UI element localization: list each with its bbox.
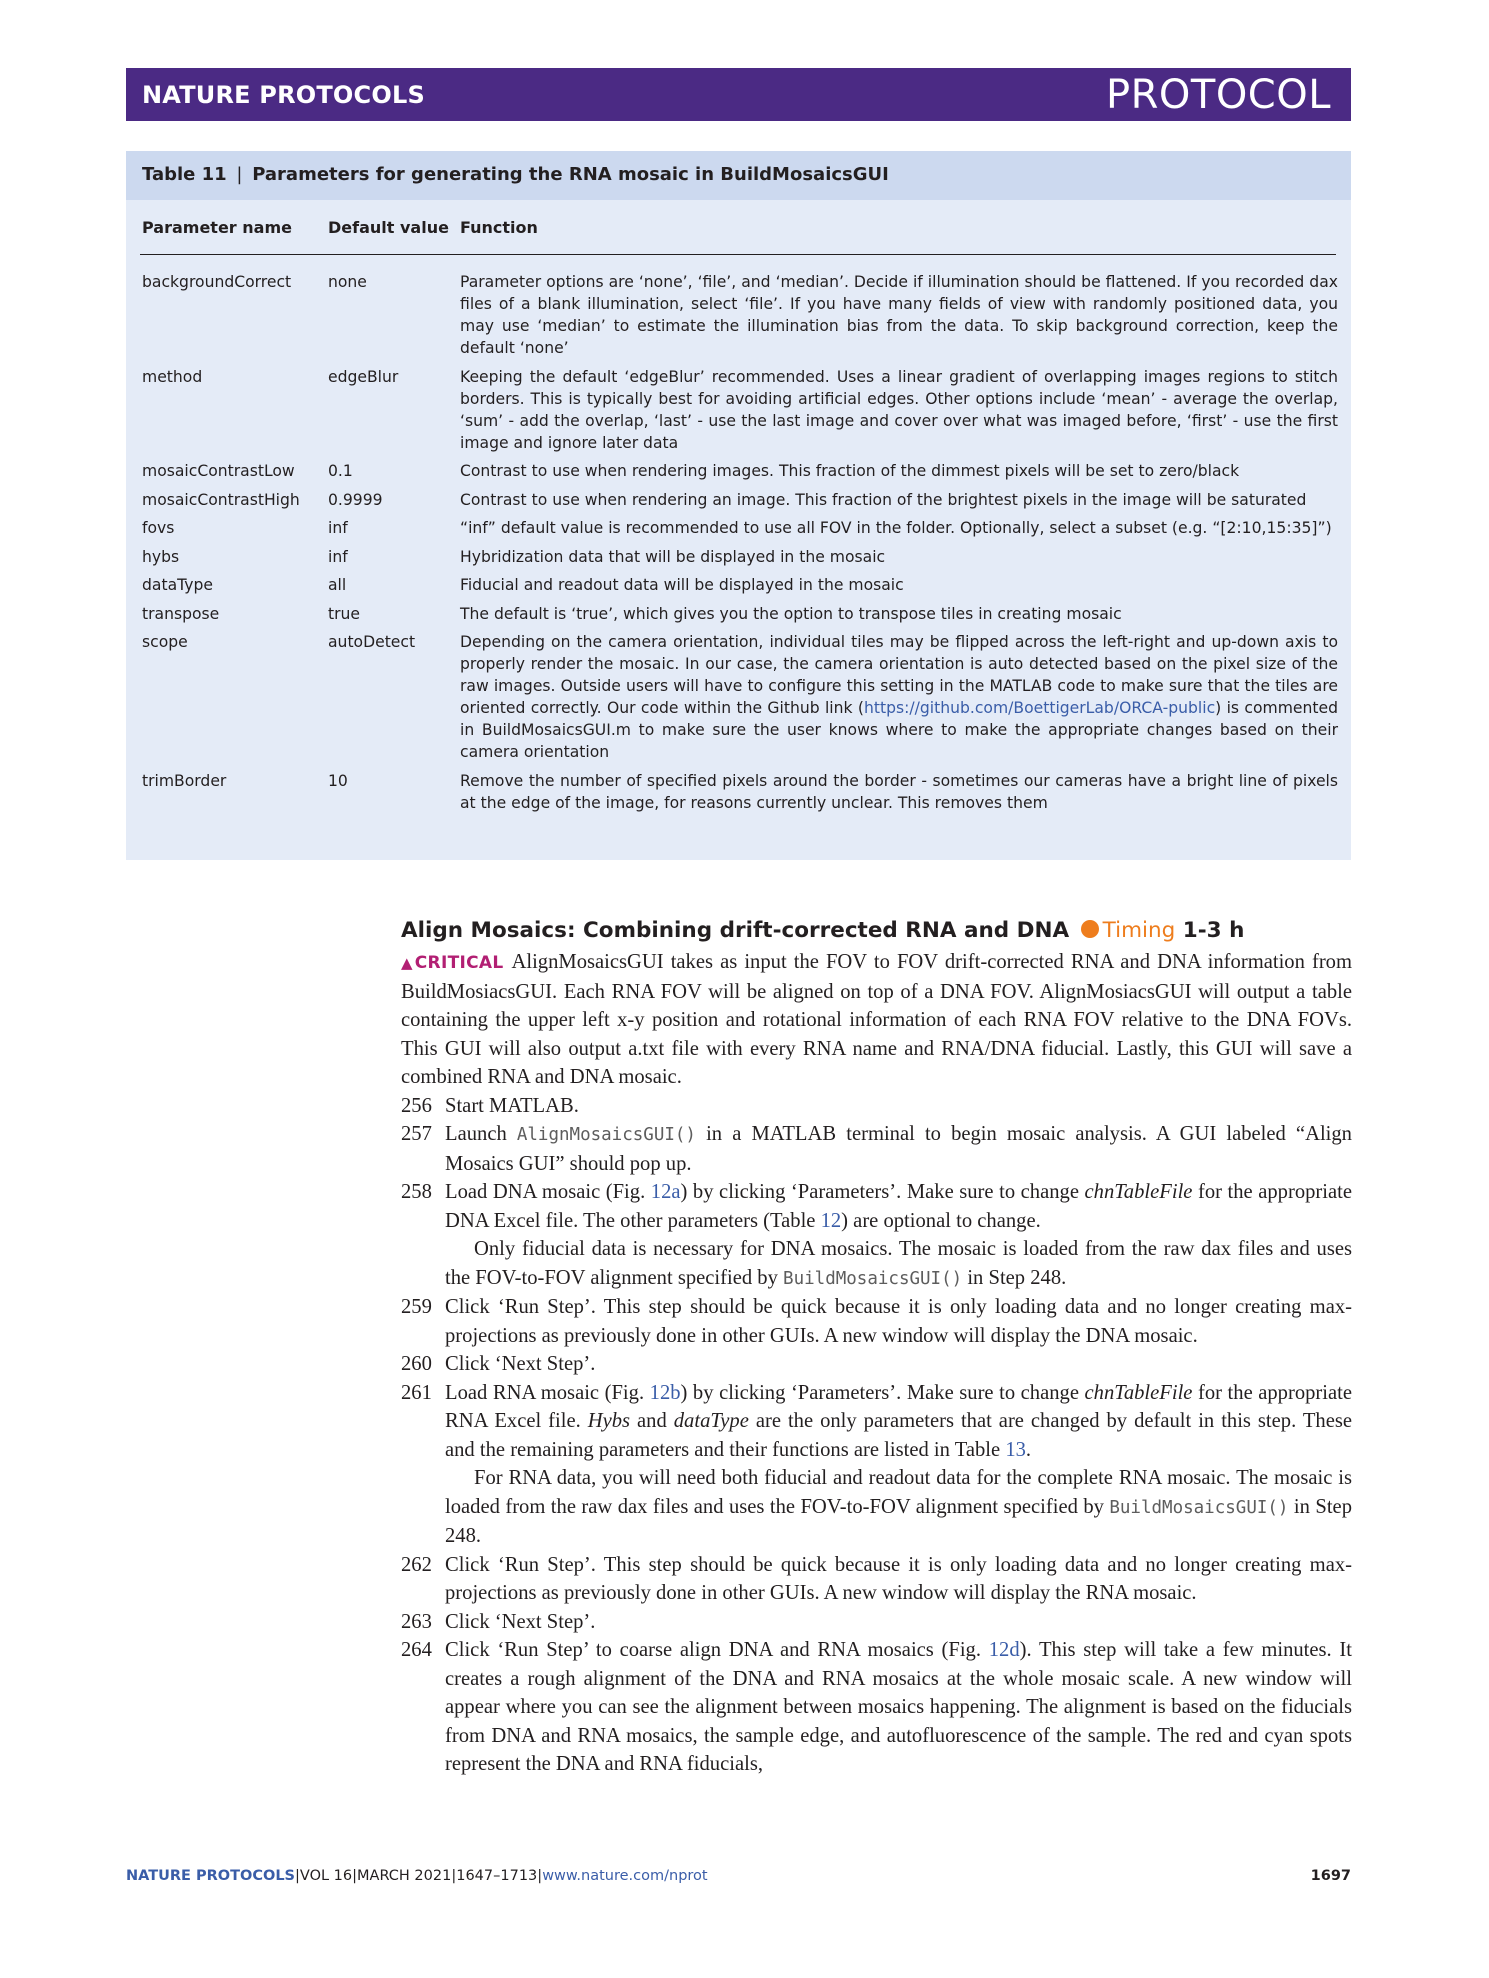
param-name: transpose — [142, 604, 220, 623]
critical-note — [401, 948, 1352, 1092]
step-number: 260 — [401, 1353, 432, 1375]
table-link[interactable]: 13 — [1005, 1438, 1026, 1461]
table-row — [126, 517, 1351, 539]
step-item: 263 Click ‘Next Step’. — [401, 1608, 1352, 1637]
param-name: mosaicContrastLow — [142, 462, 295, 480]
page-number: 1697 — [1310, 1868, 1351, 1884]
step-number: 258 — [401, 1181, 432, 1203]
table-header-rule — [140, 254, 1336, 255]
param-function: Contrast to use when rendering images. This fraction of the dimmest pixels will be set to zero/black — [460, 462, 1240, 480]
footer-url-link[interactable]: www.nature.com/nprot — [542, 1868, 708, 1884]
table-column-headers — [126, 218, 1351, 242]
step-item: 259 Click ‘Run Step’. This step should be quick because it is only loading data and no longer creating max-projections as previously done in other GUIs. A new window will display the DNA mosaic. — [401, 1293, 1352, 1350]
footer-volume: VOL 16 — [299, 1868, 353, 1884]
param-function: Contrast to use when rendering an image. This fraction of the brightest pixels in the image will be saturated — [460, 490, 1307, 509]
journal-header-bar — [126, 68, 1351, 121]
step-item: 262 Click ‘Run Step’. This step should be quick because it is only loading data and no longer creating max-projections as previously done in other GUIs. A new window will display the RNA mosaic. — [401, 1551, 1352, 1608]
code-snippet: AlignMosaicsGUI() — [516, 1125, 696, 1145]
param-function: Depending on the camera orientation, individual tiles may be flipped across the left-right and up-down axis to properly render the mosaic. In our case, the camera orientation is auto detected based on the pixel size of the raw images. Outside users will have to configure this setting in the MATLAB code to make sure that the tiles are oriented correctly. Our code within the Github link (https://github.com/BoettigerLab/ORCA-public) is commented in BuildMosaicsGUI.m to make sure the user knows where to make the appropriate changes based on their camera orientation — [460, 633, 1338, 761]
param-default: autoDetect — [328, 633, 416, 651]
param-function: Parameter options are ‘none’, ‘file’, and ‘median’. Decide if illumination should be flattened. If you recorded dax files of a blank illumination, select ‘file’. If you have many fields of view with randomly positioned data, you may use ‘median’ to estimate the illumination bias from the data. To skip background correction, keep the default ‘none’ — [460, 273, 1338, 357]
param-function: Keeping the default ‘edgeBlur’ recommended. Uses a linear gradient of overlapping images regions to stitch borders. This is typically best for avoiding artificial edges. Other options include ‘mean’ - average the overlap, ‘sum’ - add the overlap, ‘last’ - use the last image and cover over what was imaged before, ‘first’ - use the first image and ignore later data — [460, 367, 1338, 452]
table-row — [126, 631, 1351, 763]
param-name: trimBorder — [142, 771, 227, 790]
param-default: 10 — [328, 771, 348, 790]
table-row — [126, 489, 1351, 511]
param-name: hybs — [142, 547, 180, 566]
step-item: 258 Load DNA mosaic (Fig. 12a) by clicking ‘Parameters’. Make sure to change chnTableFile for the appropriate DNA Excel file. The other parameters (Table 12) are optional to change. — [401, 1178, 1352, 1235]
column-header-parameter: Parameter name — [142, 218, 292, 237]
param-default: 0.9999 — [328, 490, 383, 509]
step-number: 263 — [401, 1610, 432, 1633]
table-row — [126, 460, 1351, 482]
figure-link[interactable]: 12a — [650, 1181, 681, 1203]
param-name: mosaicContrastHigh — [142, 490, 300, 509]
param-function: The default is ‘true’, which gives you the option to transpose tiles in creating mosaic — [460, 604, 1122, 623]
param-name: dataType — [142, 576, 213, 594]
step-number: 264 — [401, 1639, 432, 1661]
column-header-function: Function — [460, 218, 538, 237]
journal-name: NATURE PROTOCOLS — [142, 80, 425, 109]
align-mosaics-section — [401, 918, 1352, 1779]
step-number: 261 — [401, 1381, 432, 1404]
step-number: 259 — [401, 1296, 432, 1318]
param-function: Hybridization data that will be displayed in the mosaic — [460, 547, 886, 566]
step-item: 260 Click ‘Next Step’. — [401, 1350, 1352, 1379]
critical-label: CRITICAL — [414, 953, 504, 973]
param-default: edgeBlur — [328, 367, 399, 386]
param-name: scope — [142, 633, 188, 651]
param-name: method — [142, 367, 203, 386]
footer-citation: NATURE PROTOCOLS|VOL 16|MARCH 2021|1647–1713|www.nature.com/nprot — [126, 1868, 708, 1884]
step-number: 257 — [401, 1123, 432, 1145]
table-row — [126, 271, 1351, 359]
param-name: backgroundCorrect — [142, 273, 292, 291]
figure-link[interactable]: 12b — [649, 1381, 681, 1404]
footer-journal: NATURE PROTOCOLS — [126, 1868, 296, 1884]
step-item: 257 Launch AlignMosaicsGUI() in a MATLAB terminal to begin mosaic analysis. A GUI labeled “Align Mosaics GUI” should pop up. — [401, 1120, 1352, 1178]
table-caption: Parameters for generating the RNA mosaic in BuildMosaicsGUI — [252, 164, 889, 185]
param-default: inf — [328, 547, 348, 566]
table-link[interactable]: 12 — [820, 1209, 842, 1232]
figure-link[interactable]: 12d — [988, 1639, 1020, 1661]
param-name: fovs — [142, 519, 175, 537]
step-item: 256 Start MATLAB. — [401, 1092, 1352, 1121]
step-continuation: Only fiducial data is necessary for DNA mosaics. The mosaic is loaded from the raw dax files and uses the FOV-to-FOV alignment specified by BuildMosaicsGUI() in Step 248. — [445, 1238, 1352, 1289]
table-title: Table 11 | Parameters for generating the RNA mosaic in BuildMosaicsGUI — [126, 151, 1351, 200]
github-link[interactable]: https://github.com/BoettigerLab/ORCA-public — [863, 699, 1216, 717]
footer-pages: 1647–1713 — [456, 1868, 538, 1884]
step-item: 261 Load RNA mosaic (Fig. 12b) by clicking ‘Parameters’. Make sure to change chnTableFile for the appropriate RNA Excel file. Hybs and dataType are the only parameters that are changed by default in this step. These and the remaining parameters and their functions are listed in Table 13. — [401, 1379, 1352, 1465]
code-snippet: BuildMosaicsGUI() — [1109, 1497, 1289, 1518]
timing-label: Timing — [1102, 918, 1176, 943]
code-snippet: BuildMosaicsGUI() — [783, 1268, 963, 1289]
critical-text: AlignMosaicsGUI takes as input the FOV to FOV drift-corrected RNA and DNA information from BuildMosiacsGUI. Each RNA FOV will be aligned on top of a DNA FOV. AlignMosiacsGUI will output a table containing the upper left x-y position and rotational information of each RNA FOV relative to the DNA FOVs. This GUI will also output a.txt file with every RNA name and RNA/DNA fiducial. Lastly, this GUI will save a combined RNA and DNA mosaic. — [401, 951, 1353, 1088]
param-default: true — [328, 604, 361, 623]
param-default: none — [328, 273, 367, 291]
table-row — [126, 574, 1351, 596]
timing-value: 1-3 h — [1182, 918, 1245, 943]
table-row — [126, 546, 1351, 568]
section-title: Align Mosaics: Combining drift-corrected RNA and DNA — [401, 918, 1070, 943]
parameters-table — [126, 151, 1351, 860]
param-function: “inf” default value is recommended to use all FOV in the folder. Optionally, select a subset (e.g. “[2:10,15:35]”) — [460, 519, 1332, 537]
table-label: Table 11 — [142, 164, 227, 185]
warning-triangle-icon: ▲ — [401, 954, 415, 972]
param-default: inf — [328, 519, 348, 537]
param-default: 0.1 — [328, 462, 353, 480]
page-footer — [126, 1868, 1351, 1890]
footer-month: MARCH 2021 — [357, 1868, 452, 1884]
table-body — [126, 271, 1351, 820]
param-function: Remove the number of specified pixels around the border - sometimes our cameras have a bright line of pixels at the edge of the image, for reasons currently unclear. This removes them — [460, 771, 1338, 812]
table-row — [126, 366, 1351, 454]
article-type: PROTOCOL — [1105, 71, 1331, 118]
table-row — [126, 603, 1351, 625]
param-default: all — [328, 576, 347, 594]
table-row — [126, 770, 1351, 814]
step-number: 262 — [401, 1553, 432, 1576]
step-item: 264 Click ‘Run Step’ to coarse align DNA and RNA mosaics (Fig. 12d). This step will take a few minutes. It creates a rough alignment of the DNA and RNA mosaics at the whole mosaic scale. A new window will appear where you can see the alignment between mosaics happening. The alignment is based on the fiducials from DNA and RNA mosaics, the sample edge, and autofluorescence of the sample. The red and cyan spots represent the DNA and RNA fiducials, — [401, 1636, 1352, 1779]
section-heading — [401, 918, 1352, 948]
timing-dot-icon — [1081, 920, 1099, 938]
step-number: 256 — [401, 1094, 432, 1117]
step-continuation: For RNA data, you will need both fiducial and readout data for the complete RNA mosaic. The mosaic is loaded from the raw dax files and uses the FOV-to-FOV alignment specified by BuildMosaicsGUI() in Step 248. — [445, 1467, 1352, 1547]
column-header-default: Default value — [328, 218, 449, 237]
param-function: Fiducial and readout data will be displayed in the mosaic — [460, 576, 904, 594]
